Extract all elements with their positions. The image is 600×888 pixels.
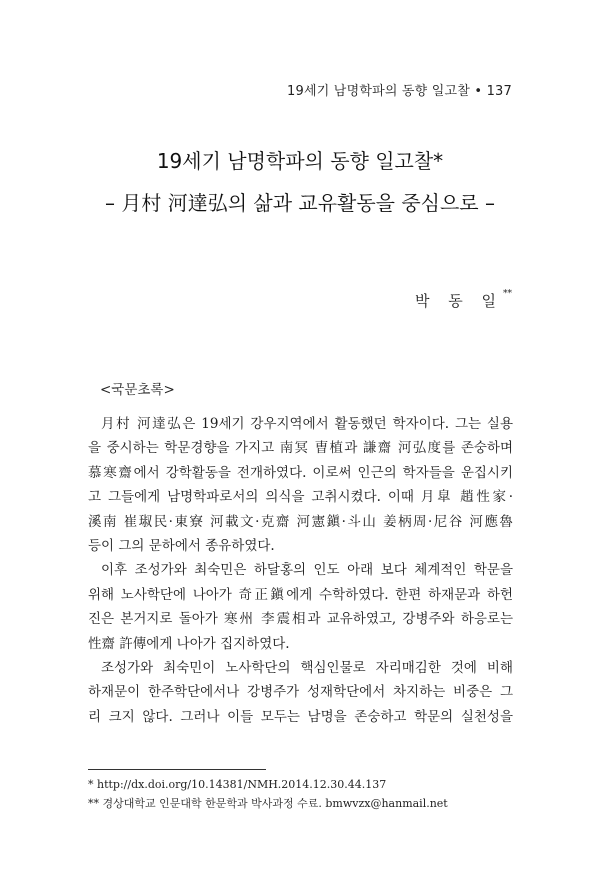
abstract-line: 을 중시하는 학문경향을 가지고 南冥 曺植과 謙齋 河弘度를 존숭하며 bbox=[88, 440, 513, 457]
author-name: 박 동 일 bbox=[414, 292, 503, 310]
abstract-heading: <국문초록> bbox=[100, 382, 175, 398]
abstract-line: 하재문이 한주학단에서나 강병주가 성재학단에서 차지하는 비중은 그 bbox=[88, 684, 513, 701]
abstract-line: 性齋 許傳에게 나아가 집지하였다. bbox=[88, 635, 290, 652]
abstract-line: 이후 조성가와 최숙민은 하달홍의 인도 아래 보다 체계적인 학문을 bbox=[101, 562, 513, 579]
abstract-line: 조성가와 최숙민이 노사학단의 핵심인물로 자리매김한 것에 비해 bbox=[101, 659, 513, 676]
running-head: 19세기 남명학파의 동향 일고찰 • 137 bbox=[287, 84, 512, 99]
author-footnote-mark: ** bbox=[503, 289, 512, 299]
abstract-line: 진은 본거지로 돌아가 寒州 李震相과 교유하였고, 강병주와 하응로는 bbox=[88, 611, 513, 628]
paper-subtitle: – 月村 河達弘의 삶과 교유활동을 중심으로 – bbox=[105, 191, 495, 215]
abstract-line: 리 크지 않다. 그러나 이들 모두는 남명을 존숭하고 학문의 실천성을 bbox=[88, 708, 513, 725]
abstract-body bbox=[88, 412, 513, 729]
abstract-line: 月村 河達弘은 19세기 강우지역에서 활동했던 학자이다. 그는 실용 bbox=[101, 416, 513, 432]
abstract-line: 慕寒齋에서 강학활동을 전개하였다. 이로써 인근의 학자들을 운집시키 bbox=[88, 464, 513, 481]
abstract-line: 고 그들에게 남명학파로서의 의식을 고취시켰다. 이때 月皐 趙性家· bbox=[88, 489, 513, 506]
abstract-line: 溪南 崔琡民·東寮 河載文·克齋 河憲鎭·斗山 姜柄周·尼谷 河應魯 bbox=[88, 513, 513, 530]
abstract-line: 등이 그의 문하에서 종유하였다. bbox=[88, 537, 275, 554]
abstract-line: 위해 노사학단에 나아가 奇正鎭에게 수학하였다. 한편 하재문과 하헌 bbox=[88, 586, 513, 603]
author-byline bbox=[415, 290, 512, 311]
footnote-divider bbox=[88, 769, 266, 770]
paper-title: 19세기 남명학파의 동향 일고찰* bbox=[156, 149, 444, 173]
footnote-doi: * http://dx.doi.org/10.14381/NMH.2014.12.30.44.137 bbox=[88, 778, 387, 791]
footnote-author-affiliation: ** 경상대학교 인문대학 한문학과 박사과정 수료. bmwvzx@hanmail.net bbox=[88, 797, 448, 810]
